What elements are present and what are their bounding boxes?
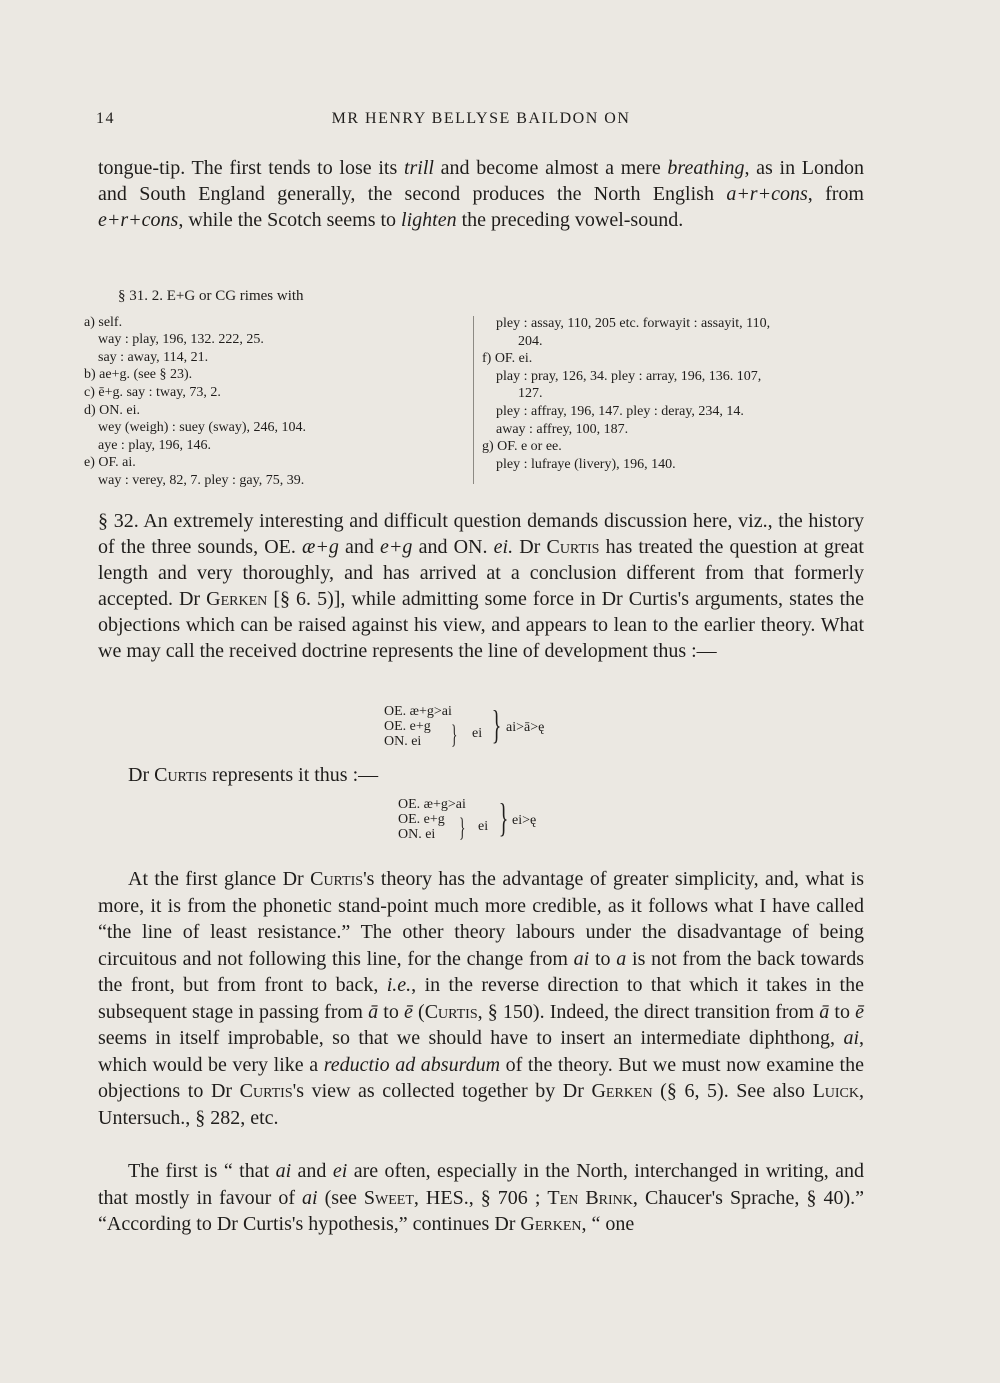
brace-right: } bbox=[498, 795, 509, 840]
italic-term: i.e. bbox=[386, 974, 412, 996]
italic-term: ē bbox=[403, 1000, 413, 1023]
text-run: to bbox=[829, 1000, 856, 1023]
paragraph-first-glance bbox=[98, 866, 864, 1131]
rime-entry: d) ON. ei. bbox=[84, 402, 140, 418]
author-name: Curtis bbox=[154, 764, 208, 786]
rime-entry: say : away, 114, 21. bbox=[98, 349, 209, 365]
text-run: , Chaucer's Sprache, § 40).” “According to Dr Curtis's hypothesis,” continues Dr bbox=[98, 1186, 865, 1235]
text-run: , HES., § 706 ; bbox=[413, 1186, 548, 1209]
italic-term: ai bbox=[843, 1027, 859, 1049]
rime-entry: away : affrey, 100, 187. bbox=[496, 421, 629, 437]
italic-term: a+r+cons bbox=[726, 183, 808, 205]
scheme-row: OE. e+g bbox=[384, 719, 431, 734]
italic-term: a bbox=[616, 947, 627, 970]
text-run: and bbox=[291, 1160, 333, 1182]
text-run: ( bbox=[412, 1000, 425, 1023]
curtis-intro bbox=[128, 764, 378, 787]
scheme-row: OE. æ+g>ai bbox=[398, 797, 466, 812]
italic-term: ai bbox=[275, 1160, 292, 1182]
italic-term: e+g bbox=[380, 536, 413, 558]
development-scheme-curtis bbox=[398, 795, 537, 842]
rime-entry: way : play, 196, 132. 222, 25. bbox=[98, 332, 264, 348]
author-name: Luick bbox=[812, 1080, 859, 1102]
brace-right: } bbox=[451, 720, 458, 749]
italic-term: ē bbox=[855, 1000, 865, 1023]
column-divider bbox=[473, 316, 474, 484]
italic-term: lighten bbox=[401, 209, 457, 231]
author-name: Curtis bbox=[239, 1080, 293, 1102]
italic-term: ai bbox=[302, 1186, 318, 1209]
text-run: , from bbox=[807, 183, 864, 205]
italic-term: trill bbox=[403, 157, 434, 179]
author-name: Ten Brink bbox=[547, 1186, 633, 1209]
scheme-row: OE. e+g bbox=[398, 812, 445, 827]
paragraph-first-objection bbox=[98, 1158, 864, 1238]
rimes-left-column bbox=[84, 288, 464, 490]
text-run: , in the reverse direction to that which it takes in the subsequent stage in passing from bbox=[98, 974, 864, 1023]
rime-entry: pley : affray, 196, 147. pley : deray, 234, 14. bbox=[496, 403, 744, 419]
rime-entry: way : verey, 82, 7. pley : gay, 75, 39. bbox=[98, 472, 305, 488]
rime-entry: e) OF. ai. bbox=[84, 455, 136, 471]
rime-entry: pley : lufraye (livery), 196, 140. bbox=[496, 456, 676, 472]
author-name: Gerken bbox=[206, 588, 268, 610]
author-name: Curtis bbox=[310, 868, 364, 890]
text-run: Dr bbox=[513, 536, 547, 558]
page-number: 14 bbox=[96, 110, 115, 127]
text-run: Dr bbox=[128, 764, 155, 786]
text-run: is not from the back towards the front, but from front to back, bbox=[98, 947, 864, 996]
paragraph-continuation bbox=[98, 155, 864, 233]
text-run: (§ 6, 5). See also bbox=[652, 1080, 813, 1102]
italic-term: ai bbox=[573, 947, 590, 970]
text-run: of the theory. But we must now examine the objections to Dr bbox=[98, 1053, 864, 1102]
author-name: Curtis bbox=[424, 1000, 478, 1023]
scheme-result: ei>ę bbox=[512, 813, 537, 828]
text-run: to bbox=[589, 947, 617, 970]
text-run: has treated the question at great length and very thoroughly, and has arrived at a conclusion different from that formerly accepted. Dr bbox=[98, 536, 864, 610]
text-run: (see bbox=[317, 1186, 364, 1209]
rime-entry: 204. bbox=[518, 333, 543, 349]
text-run: , § 150). Indeed, the direct transition from bbox=[477, 1000, 820, 1023]
rime-entry: b) ae+g. (see § 23). bbox=[84, 367, 193, 383]
running-header bbox=[96, 110, 866, 134]
scheme-mid: ei bbox=[478, 819, 489, 834]
text-run: , “ one bbox=[581, 1213, 635, 1235]
text-run: [§ 6. 5)], while admitting some force in Dr Curtis's arguments, states the objections which can be raised against his view, and appears to lean to the earlier theory. What we may call the received doctrine represents the line of development thus :— bbox=[98, 588, 865, 662]
author-name: Sweet bbox=[363, 1186, 414, 1209]
scheme-row: OE. æ+g>ai bbox=[384, 704, 452, 719]
text-run: § 32. An extremely interesting and difficult question demands discussion here, viz., the history of the three sounds, OE. bbox=[98, 510, 864, 558]
rime-entry: wey (weigh) : suey (sway), 246, 104. bbox=[98, 420, 307, 436]
rime-entry: play : pray, 126, 34. pley : array, 196, 136. 107, bbox=[496, 368, 762, 384]
scheme-result: ai>ā>ę bbox=[506, 720, 545, 735]
text-run: , Untersuch., § 282, etc. bbox=[98, 1080, 864, 1129]
text-run: 's view as collected together by Dr bbox=[292, 1080, 592, 1102]
text-run: tongue-tip. The first tends to lose its bbox=[98, 157, 404, 179]
text-run: represents it thus :— bbox=[207, 764, 379, 786]
rimes-right-column bbox=[482, 315, 872, 473]
scheme-row: ON. ei bbox=[384, 734, 422, 749]
rime-entry: g) OF. e or ee. bbox=[482, 439, 562, 455]
text-run: At the first glance Dr bbox=[128, 868, 311, 890]
italic-term: breathing bbox=[667, 157, 745, 179]
author-name: Gerken bbox=[591, 1080, 653, 1102]
italic-term: ei. bbox=[493, 536, 514, 558]
author-name: Curtis bbox=[546, 536, 600, 558]
rime-entry: a) self. bbox=[84, 314, 123, 330]
text-run: and become almost a mere bbox=[433, 157, 668, 179]
text-run: to bbox=[378, 1000, 404, 1023]
text-run: seems in itself improbable, so that we should have to insert an intermediate diphthong, bbox=[98, 1027, 844, 1049]
paragraph-section-32 bbox=[98, 508, 864, 664]
brace-right: } bbox=[491, 702, 502, 747]
text-run: and bbox=[338, 536, 381, 558]
running-title: MR HENRY BELLYSE BAILDON ON bbox=[331, 110, 631, 127]
rime-entry: c) ē+g. say : tway, 73, 2. bbox=[84, 384, 221, 400]
scheme-row: ON. ei bbox=[398, 827, 436, 842]
rimes-heading: § 31. 2. E+G or CG rimes with bbox=[118, 288, 304, 304]
author-name: Gerken bbox=[520, 1213, 582, 1235]
italic-term: ā bbox=[368, 1000, 379, 1023]
text-run: , which would be very like a bbox=[98, 1027, 864, 1076]
rime-entry: pley : assay, 110, 205 etc. forwayit : assayit, 110, bbox=[496, 316, 771, 331]
italic-term: æ+g bbox=[302, 536, 339, 558]
italic-term: ei bbox=[332, 1160, 348, 1182]
rime-entry: f) OF. ei. bbox=[482, 351, 533, 367]
development-scheme-received bbox=[384, 702, 545, 749]
text-run: The first is “ that bbox=[128, 1160, 276, 1182]
italic-term: ā bbox=[819, 1000, 830, 1023]
rime-entry: aye : play, 196, 146. bbox=[98, 437, 212, 453]
brace-right: } bbox=[459, 813, 466, 842]
text-run: , while the Scotch seems to bbox=[178, 209, 402, 231]
text-run: and ON. bbox=[412, 536, 494, 558]
text-run: are often, especially in the North, interchanged in writing, and that mostly in favour of bbox=[98, 1160, 864, 1209]
italic-term: e+r+cons bbox=[98, 209, 179, 231]
italic-term: reductio ad absurdum bbox=[323, 1053, 501, 1076]
text-run: the preceding vowel-sound. bbox=[456, 209, 684, 231]
text-run: , as in London and South England generally, the second produces the North English bbox=[98, 157, 864, 205]
rime-entry: 127. bbox=[518, 386, 543, 402]
text-run: 's theory has the advantage of greater simplicity, and, what is more, it is from the phonetic stand-point much more credible, as it follows what I have called “the line of least resistance.” The other theory labours under the disadvantage of being circuitous and not following this line, for the change from bbox=[98, 868, 864, 970]
scheme-mid: ei bbox=[472, 726, 483, 741]
